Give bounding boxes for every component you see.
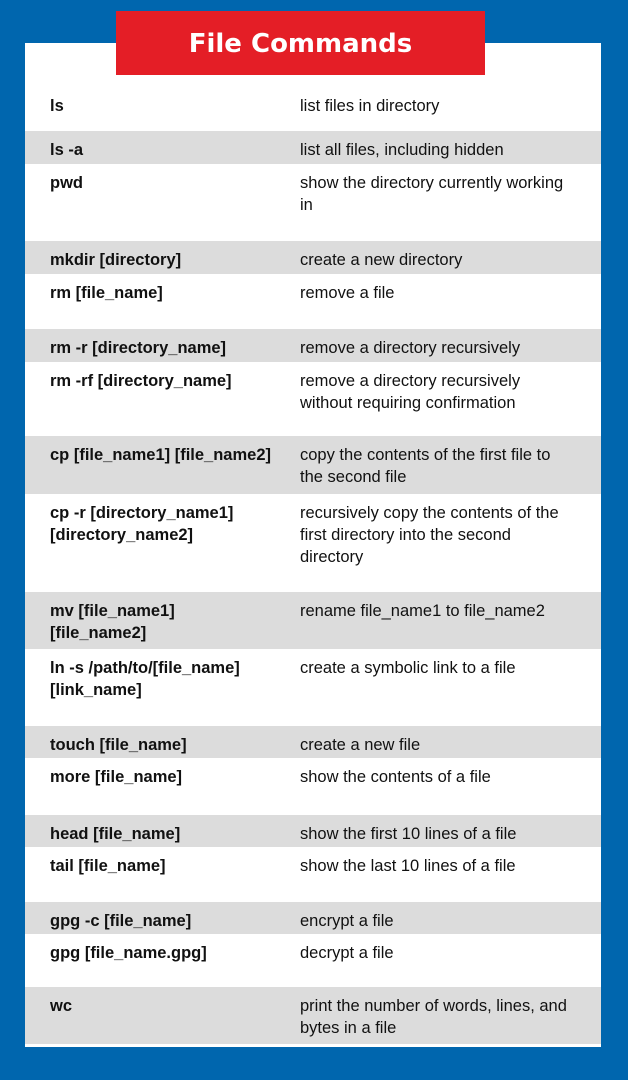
- command-name: cp -r [directory_name1] [directory_name2]: [50, 504, 234, 544]
- page-title: File Commands: [116, 11, 485, 75]
- command-description: print the number of words, lines, and bytes in a file: [300, 997, 567, 1037]
- command-name: pwd: [50, 174, 83, 192]
- command-description: show the first 10 lines of a file: [300, 825, 517, 843]
- command-description: show the directory currently working in: [300, 174, 564, 214]
- command-name: gpg [file_name.gpg]: [50, 944, 207, 962]
- table-row: [25, 436, 601, 494]
- table-row: [25, 726, 601, 758]
- table-row: [25, 815, 601, 847]
- command-description: decrypt a file: [300, 944, 394, 962]
- table-row: [25, 131, 601, 164]
- table-row: [25, 494, 601, 592]
- table-row: [25, 987, 601, 1044]
- command-name: head [file_name]: [50, 825, 181, 843]
- table-row: [25, 241, 601, 274]
- table-row: [25, 329, 601, 362]
- table-row: [25, 362, 601, 436]
- table-row: [25, 847, 601, 902]
- table-row: [25, 274, 601, 329]
- table-row: [25, 87, 601, 131]
- command-name: rm -rf [directory_name]: [50, 372, 232, 390]
- command-name: ln -s /path/to/[file_name] [link_name]: [50, 659, 240, 699]
- command-name: more [file_name]: [50, 768, 183, 786]
- command-name: ls -a: [50, 141, 84, 159]
- table-row: [25, 902, 601, 934]
- command-name: ls: [50, 97, 64, 115]
- command-description: remove a directory recursively: [300, 339, 521, 357]
- command-name: mv [file_name1] [file_name2]: [50, 602, 175, 642]
- command-description: create a new directory: [300, 251, 463, 269]
- command-description: show the last 10 lines of a file: [300, 857, 516, 875]
- command-name: gpg -c [file_name]: [50, 912, 192, 930]
- command-description: create a new file: [300, 736, 421, 754]
- command-name: rm -r [directory_name]: [50, 339, 227, 357]
- command-description: create a symbolic link to a file: [300, 659, 516, 677]
- command-description: rename file_name1 to file_name2: [300, 602, 545, 620]
- command-name: tail [file_name]: [50, 857, 166, 875]
- command-description: remove a file: [300, 284, 395, 302]
- command-name: touch [file_name]: [50, 736, 187, 754]
- command-name: wc: [50, 997, 73, 1015]
- command-description: copy the contents of the first file to the second file: [300, 446, 551, 486]
- command-rows: [25, 87, 601, 1044]
- table-row: [25, 164, 601, 241]
- command-description: list files in directory: [300, 97, 440, 115]
- command-name: cp [file_name1] [file_name2]: [50, 446, 271, 464]
- table-row: [25, 934, 601, 987]
- command-table: [25, 43, 601, 1047]
- command-description: remove a directory recursively without requiring confirmation: [300, 372, 521, 412]
- table-row: [25, 649, 601, 726]
- command-name: rm [file_name]: [50, 284, 163, 302]
- command-description: recursively copy the contents of the first directory into the second directory: [300, 504, 559, 566]
- command-description: list all files, including hidden: [300, 141, 504, 159]
- table-row: [25, 592, 601, 649]
- command-description: encrypt a file: [300, 912, 394, 930]
- command-name: mkdir [directory]: [50, 251, 182, 269]
- command-description: show the contents of a file: [300, 768, 491, 786]
- table-row: [25, 758, 601, 815]
